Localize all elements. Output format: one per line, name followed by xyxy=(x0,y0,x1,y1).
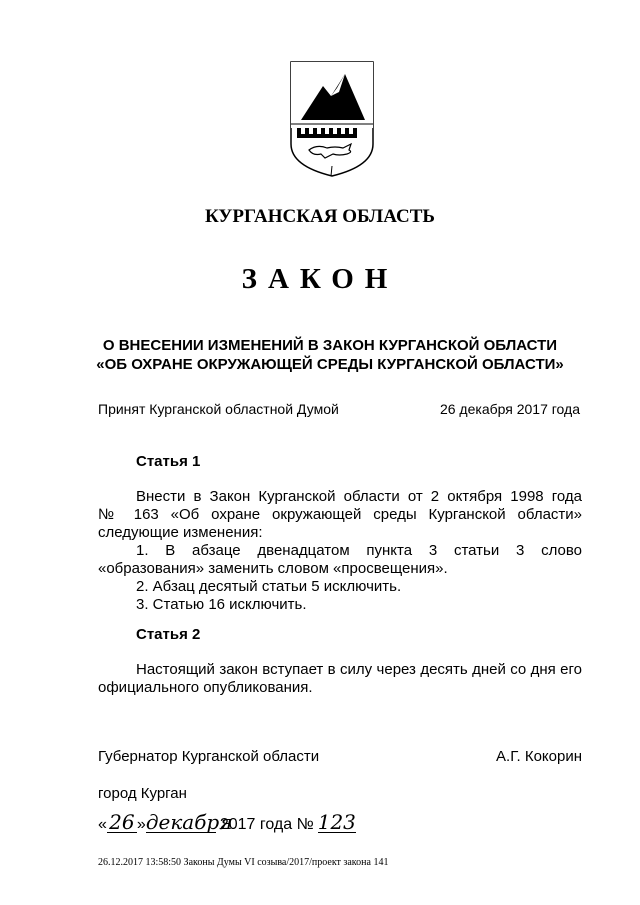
article-2-heading: Статья 2 xyxy=(136,626,201,643)
signature-row xyxy=(98,748,582,765)
footer-stamp: 26.12.2017 13:58:50 Законы Думы VI созыва/2017/проект закона 141 xyxy=(98,857,389,868)
handwritten-month: декабря xyxy=(145,810,233,834)
article-1-item-3: 3. Статью 16 исключить. xyxy=(136,596,307,613)
city-name: город Курган xyxy=(98,785,187,802)
article-1-item-2: 2. Абзац десятый статьи 5 исключить. xyxy=(136,578,402,595)
region-name: КУРГАНСКАЯ ОБЛАСТЬ xyxy=(205,206,435,227)
document-type: ЗАКОН xyxy=(241,263,399,295)
close-quote: » xyxy=(136,816,146,833)
law-title-line-2: «ОБ ОХРАНЕ ОКРУЖАЮЩЕЙ СРЕДЫ КУРГАНСКОЙ ОБЛАСТИ» xyxy=(96,356,564,373)
law-title xyxy=(40,336,620,374)
article-1-intro-line-3: следующие изменения: xyxy=(98,524,263,541)
article-1-body xyxy=(98,488,582,614)
open-quote: « xyxy=(98,816,107,833)
article-1-item-1-line-2: «образования» заменить словом «просвещения». xyxy=(98,560,448,577)
governor-name: А.Г. Кокорин xyxy=(496,748,582,765)
article-1-intro-line-1: Внести в Закон Курганской области от 2 октября 1998 года xyxy=(136,488,582,505)
year-and-number-label: 2017 года № xyxy=(219,816,314,833)
article-1-intro-line-2: № 163 «Об охране окружающей среды Курганской области» xyxy=(98,506,582,523)
adoption-row xyxy=(98,401,580,417)
article-1-item-1-line-1: 1. В абзаце двенадцатом пункта 3 статьи 3 слово xyxy=(136,542,582,559)
handwritten-number: 123 xyxy=(317,810,356,834)
law-title-line-1: О ВНЕСЕНИИ ИЗМЕНЕНИЙ В ЗАКОН КУРГАНСКОЙ ОБЛАСТИ xyxy=(102,337,558,354)
coat-of-arms-emblem xyxy=(287,58,377,178)
article-2-text-line-1: Настоящий закон вступает в силу через десять дней со дня его xyxy=(136,661,582,678)
article-1-heading: Статья 1 xyxy=(136,453,201,470)
handwritten-day: 26 xyxy=(107,812,137,833)
article-2-text-line-2: официального опубликования. xyxy=(98,679,313,696)
date-line xyxy=(98,812,356,834)
governor-position: Губернатор Курганской области xyxy=(98,748,320,765)
adopted-by: Принят Курганской областной Думой xyxy=(98,401,339,417)
adoption-date: 26 декабря 2017 года xyxy=(439,401,580,417)
article-2-body xyxy=(98,661,582,697)
